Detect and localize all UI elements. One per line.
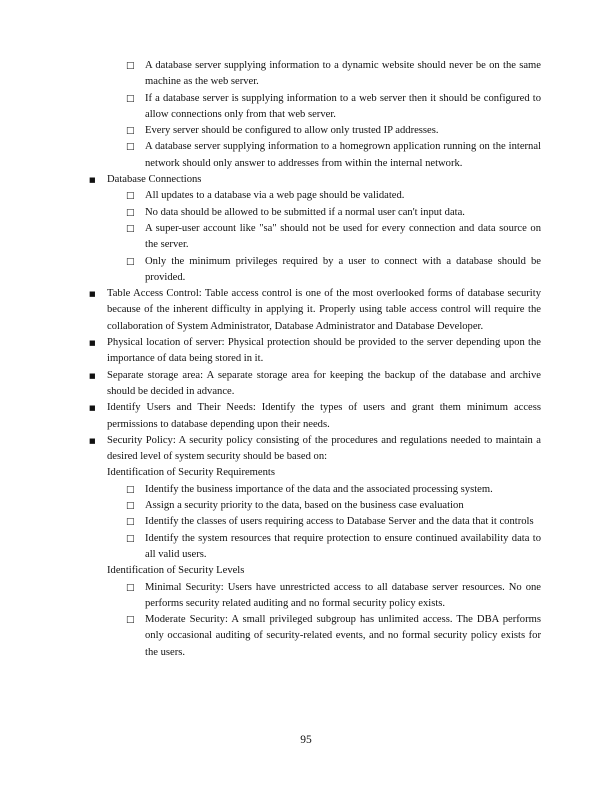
- bullet-item: [89, 286, 541, 335]
- sub-bullet-item: [126, 612, 541, 661]
- filled-square-bullet-icon: ■: [89, 290, 96, 299]
- sub-bullet-item: [126, 123, 541, 139]
- bullet-item: [89, 368, 541, 401]
- item-text: Identify the classes of users requiring access to Database Server and the data that it controls: [145, 516, 534, 528]
- item-text: Security Policy: A security policy consisting of the procedures and regulations needed to maintain a desired level of system security should be based on:: [107, 434, 541, 463]
- item-text: Physical location of server: Physical protection should be provided to the server depending upon the importance of data being stored in it.: [107, 337, 541, 365]
- filled-square-bullet-icon: ■: [89, 436, 96, 445]
- hollow-square-bullet-icon: □: [126, 207, 135, 218]
- hollow-square-bullet-icon: □: [126, 484, 135, 495]
- filled-square-bullet-icon: ■: [89, 404, 96, 413]
- item-text: Assign a security priority to the data, based on the business case evaluation: [145, 500, 464, 512]
- item-text: Identify Users and Their Needs: Identify the types of users and grant them minimum access permissions to database depending upon their needs.: [107, 402, 541, 430]
- item-text: A super-user account like "sa" should not be used for every connection and data source on the server.: [145, 222, 541, 251]
- hollow-square-bullet-icon: □: [126, 223, 135, 234]
- bullet-item: [89, 433, 541, 466]
- hollow-square-bullet-icon: □: [126, 501, 135, 512]
- section-heading: [107, 465, 541, 481]
- hollow-square-bullet-icon: □: [126, 517, 135, 528]
- hollow-square-bullet-icon: □: [126, 615, 135, 626]
- item-text: Identify the system resources that require protection to ensure continued availability data to all valid users.: [145, 532, 541, 560]
- sub-bullet-item: [126, 482, 541, 498]
- document-page: [0, 58, 612, 661]
- filled-square-bullet-icon: ■: [89, 339, 96, 348]
- sub-bullet-item: [126, 188, 541, 204]
- item-text: Identification of Security Requirements: [107, 467, 275, 479]
- hollow-square-bullet-icon: □: [126, 142, 135, 153]
- sub-bullet-item: [126, 91, 541, 124]
- sub-bullet-item: [126, 514, 541, 530]
- item-text: Separate storage area: A separate storage area for keeping the backup of the database and archive should be decided in advance.: [107, 369, 541, 397]
- hollow-square-bullet-icon: □: [126, 61, 135, 71]
- item-text: A database server supplying information to a homegrown application running on the internal network should only answer to addresses from within the internal network.: [145, 141, 541, 169]
- sub-bullet-item: [126, 58, 541, 91]
- section-heading: [107, 563, 541, 579]
- page-number: 95: [300, 734, 312, 746]
- item-text: Database Connections: [107, 174, 202, 186]
- hollow-square-bullet-icon: □: [126, 126, 135, 137]
- item-text: Minimal Security: Users have unrestricted access to all database server resources. No one performs security related auditing and no formal security policy exists.: [145, 581, 541, 609]
- item-text: Moderate Security: A small privileged subgroup has unlimited access. The DBA performs only occasional auditing of security-related events, and no formal security policy exists for the users.: [145, 614, 541, 658]
- item-text: No data should be allowed to be submitted if a normal user can't input data.: [145, 206, 465, 218]
- hollow-square-bullet-icon: □: [126, 256, 135, 267]
- sub-bullet-item: [126, 580, 541, 613]
- item-text: All updates to a database via a web page should be validated.: [145, 190, 405, 202]
- item-text: A database server supplying information to a dynamic website should never be on the same machine as the web server.: [145, 60, 541, 88]
- item-text: Identification of Security Levels: [107, 565, 245, 577]
- hollow-square-bullet-icon: □: [126, 191, 135, 202]
- hollow-square-bullet-icon: □: [126, 93, 135, 104]
- filled-square-bullet-icon: ■: [89, 371, 96, 380]
- bullet-item: [89, 172, 541, 188]
- sub-bullet-item: [126, 221, 541, 254]
- item-text: If a database server is supplying information to a web server then it should be configured to allow connections only from that web server.: [145, 92, 541, 120]
- hollow-square-bullet-icon: □: [126, 582, 135, 593]
- filled-square-bullet-icon: ■: [89, 176, 96, 185]
- sub-bullet-item: [126, 531, 541, 564]
- item-text: Table Access Control: Table access control is one of the most overlooked forms of database security because of the inherent difficulty in applying it. Properly using table access control will require the collaboration of System Administrator, Database Administrator and Database Developer.: [107, 288, 541, 332]
- sub-bullet-item: [126, 254, 541, 287]
- document-body: [0, 58, 612, 661]
- item-text: Only the minimum privileges required by a user to connect with a database should be provided.: [145, 255, 541, 283]
- bullet-item: [89, 335, 541, 368]
- bullet-item: [89, 400, 541, 433]
- item-text: Identify the business importance of the data and the associated processing system.: [145, 483, 493, 495]
- sub-bullet-item: [126, 139, 541, 172]
- hollow-square-bullet-icon: □: [126, 533, 135, 544]
- sub-bullet-item: [126, 498, 541, 514]
- item-text: Every server should be configured to allow only trusted IP addresses.: [145, 125, 439, 137]
- sub-bullet-item: [126, 205, 541, 221]
